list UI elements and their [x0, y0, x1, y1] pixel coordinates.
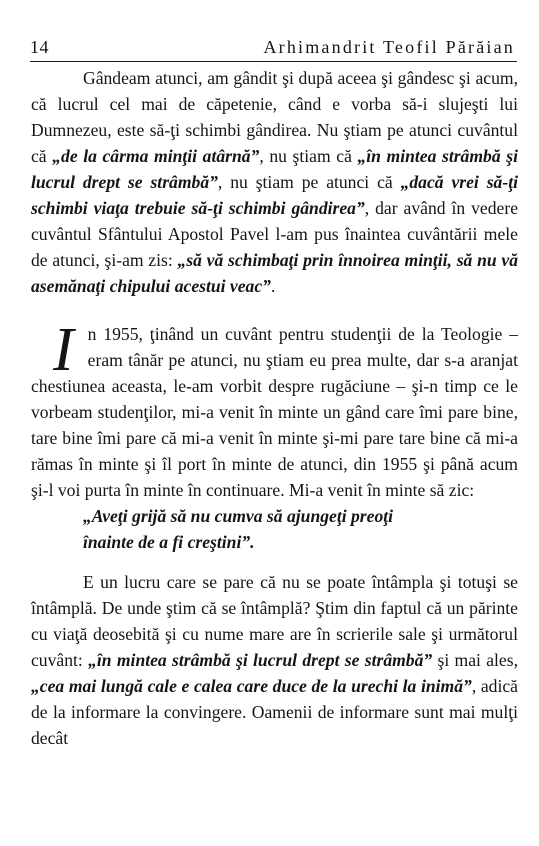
text-run: , nu ştiam pe atunci că [217, 172, 401, 192]
quoted-phrase: „dacă vrei să-ţi schimbi viaţa trebuie să-ţi schimbi gândirea” [31, 172, 518, 218]
quote-line: înainte de a fi creştini”. [83, 532, 255, 552]
text-run: , nu ştiam că [259, 146, 358, 166]
quoted-phrase: „cea mai lungă cale e calea care duce de la urechi la inimă” [31, 676, 472, 696]
text-run: E un lucru care se pare că nu se poate întâmpla şi totuşi se întâmplă. De unde ştim că se întâmplă? Ştim din faptul că un părinte cu viaţă deosebită şi cu nume mare are în scrierile sale şi următorul cuvânt: [31, 572, 518, 670]
text-run: Gândeam atunci, am gândit şi după aceea şi gândesc şi acum, că lucrul cel mai de căpetenie, când e vorba să-i slujeşti lui Dumnezeu, este să-ţi schimbi gândirea. Nu ştiam pe atunci cuvântul că [31, 68, 518, 166]
quote-line: „Aveţi grijă să nu cumva să ajungeţi preoţi [83, 506, 394, 526]
quoted-phrase: „de la cârma minţii atârnă” [52, 146, 260, 166]
drop-cap: I [53, 316, 74, 384]
paragraph-1 [31, 65, 518, 299]
quoted-phrase: „în mintea strâmbă şi lucrul drept se strâmbă” [88, 650, 433, 670]
text-run: , adică de la informare la convingere. Oamenii de informare sunt mai mulţi decât [31, 676, 518, 748]
paragraph-3 [31, 569, 518, 751]
block-quote [31, 503, 518, 555]
text-run: , dar având în vedere cuvântul Sfântului Apostol Pavel l-am pus înaintea cuvântării mele de atunci, şi-am zis: [31, 198, 519, 270]
text-run: n 1955, ţinând un cuvânt pentru studenţii de la Teologie – eram tânăr pe atunci, nu ştiam eu prea multe, dar s-a aranjat chestiunea aceasta, le-am vorbit despre rugăciune – şi-n timp ce le vorbeam studenţilor, mi-a venit în minte un gând care îmi pare bine, tare bine îmi pare că mi-a venit în minte şi-mi pare tare bine că mi-a rămas în minte şi îl port în minte de atunci, din 1955 şi până acum şi-l voi purta în minte în continuare. Mi-a venit în minte să zic: [31, 324, 518, 500]
text-run: şi mai ales, [432, 650, 518, 670]
page-number: 14 [30, 37, 49, 57]
running-head: Arhimandrit Teofil Părăian [263, 37, 515, 57]
text-run: . [270, 276, 276, 296]
quoted-phrase: „în mintea strâmbă şi lucrul drept se strâmbă” [31, 146, 518, 192]
quoted-phrase: „să vă schimbaţi prin înnoirea minţii, să nu vă asemănaţi chipului acestui veac” [31, 250, 518, 296]
page-header [30, 35, 517, 62]
page-body [31, 65, 518, 751]
paragraph-2 [31, 316, 518, 503]
